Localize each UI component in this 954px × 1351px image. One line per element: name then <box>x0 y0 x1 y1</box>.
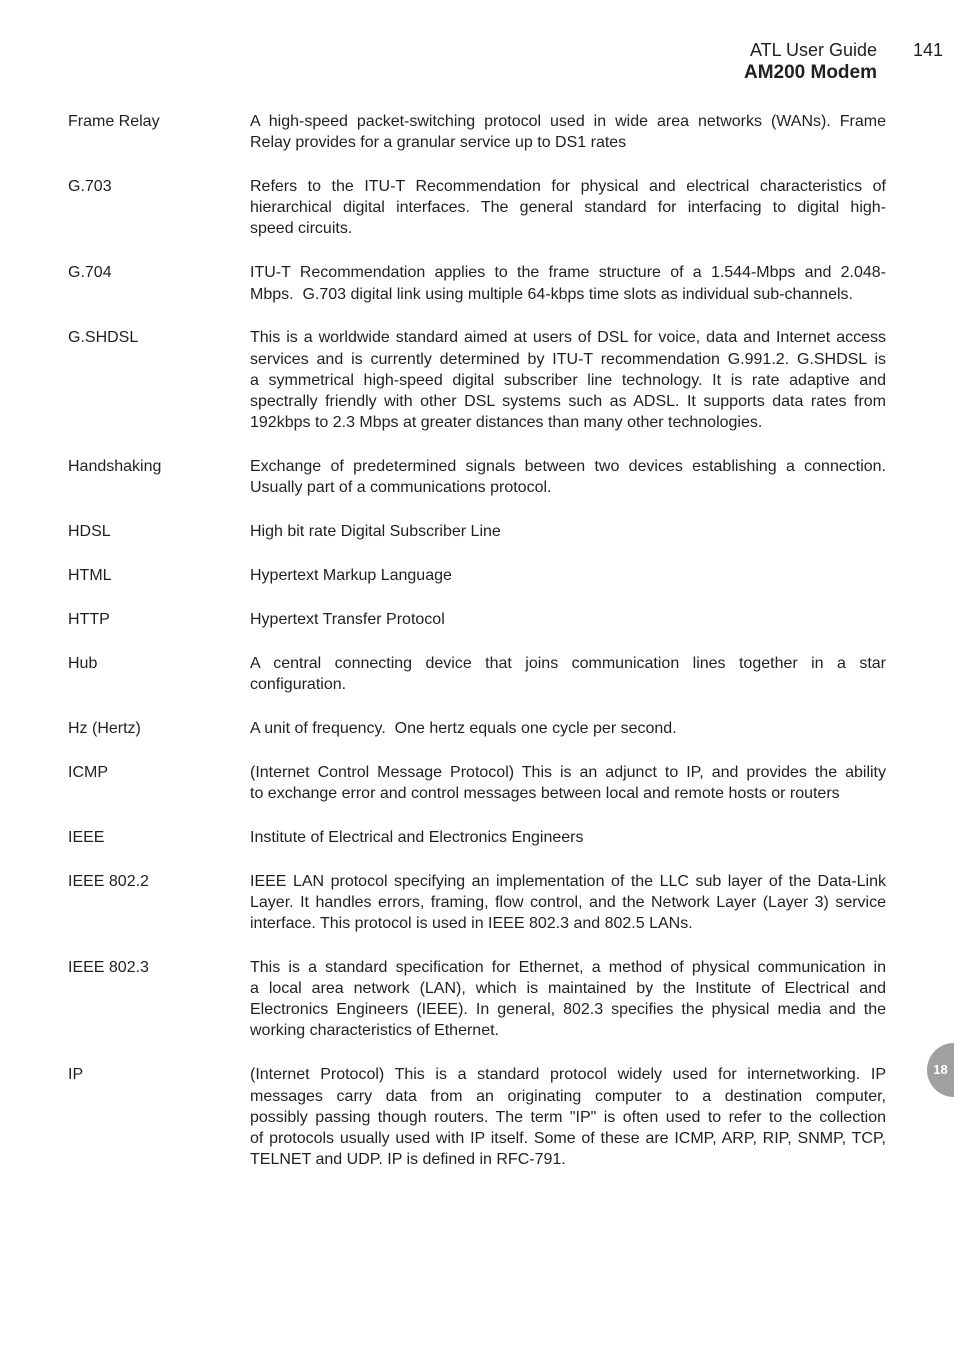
glossary-entry <box>68 327 886 433</box>
glossary-entry <box>68 609 886 630</box>
chapter-tab-label: 18 <box>933 1062 948 1077</box>
glossary-definition <box>250 609 886 630</box>
definition-line: A high-speed packet-switching protocol used in wide area networks (WANs). Frame <box>250 113 886 130</box>
glossary-entry <box>68 871 886 935</box>
definition-line: Exchange of predetermined signals between two devices establishing a connection. <box>250 458 886 475</box>
glossary-entry <box>68 718 886 739</box>
glossary-term: Hz (Hertz) <box>68 719 141 737</box>
glossary-entry <box>68 176 886 240</box>
definition-line: of protocols usually used with IP itself. Some of these are ICMP, ARP, RIP, SNMP, TCP, <box>250 1129 886 1147</box>
definition-line: interface. This protocol is used in IEEE 802.3 and 802.5 LANs. <box>250 915 693 933</box>
definition-line: This is a standard specification for Ethernet, a method of physical communication in <box>250 958 886 976</box>
definition-line: Electronics Engineers (IEEE). In general, 802.3 specifies the physical media and the <box>250 1001 886 1019</box>
definition-line: ITU-T Recommendation applies to the frame structure of a 1.544-Mbps and 2.048- <box>250 264 886 282</box>
definition-line: Relay provides for a granular service up to DS1 rates <box>250 134 627 152</box>
glossary-term: G.703 <box>68 178 112 196</box>
glossary-definition <box>250 827 886 848</box>
product-name: AM200 Modem <box>743 62 877 83</box>
glossary-definition <box>250 762 886 804</box>
glossary-term: Hub <box>68 654 98 672</box>
glossary-entry <box>68 111 886 153</box>
definition-line: spectrally friendly with other DSL systems such as ADSL. It supports data rates from <box>250 392 886 410</box>
definition-line: High bit rate Digital Subscriber Line <box>250 523 501 541</box>
definition-line: configuration. <box>250 675 347 693</box>
definition-line: hierarchical digital interfaces. The general standard for interfacing to digital high- <box>250 199 886 217</box>
definition-line: Hypertext Transfer Protocol <box>250 610 445 628</box>
glossary-entry <box>68 957 886 1042</box>
glossary-entry <box>68 827 886 848</box>
definition-line: 192kbps to 2.3 Mbps at greater distances than many other technologies. <box>250 414 763 432</box>
definition-line: TELNET and UDP. IP is defined in RFC-791. <box>250 1151 566 1169</box>
definition-line: a local area network (LAN), which is maintained by the Institute of Electrical and <box>250 980 886 998</box>
definition-line: Hypertext Markup Language <box>250 566 452 584</box>
glossary-entry <box>68 456 886 498</box>
definition-line: (Internet Control Message Protocol) This is an adjunct to IP, and provides the ability <box>250 763 886 781</box>
definition-line: possibly passing though routers. The term "IP" is often used to refer to the collection <box>250 1108 886 1126</box>
definition-line: This is a worldwide standard aimed at users of DSL for voice, data and Internet access <box>250 329 886 347</box>
definition-line: A unit of frequency. One hertz equals one cycle per second. <box>250 719 677 737</box>
definition-line: to exchange error and control messages between local and remote hosts or routers <box>250 784 840 802</box>
glossary-definition <box>250 111 886 153</box>
glossary-term: ICMP <box>68 763 108 781</box>
glossary-definition <box>250 1064 886 1170</box>
page-number: 141 <box>913 40 944 60</box>
definition-line: A central connecting device that joins communication lines together in a star <box>250 654 886 672</box>
glossary-term: HTML <box>68 566 112 584</box>
glossary-term: G.704 <box>68 264 112 282</box>
glossary-definition <box>250 176 886 240</box>
glossary-definition <box>250 718 886 739</box>
glossary-term: G.SHDSL <box>68 329 139 347</box>
glossary-definition <box>250 327 886 433</box>
glossary-definition <box>250 565 886 586</box>
definition-line: services and is currently determined by ITU-T recommendation G.991.2. G.SHDSL is <box>250 350 886 368</box>
glossary-definition <box>250 262 886 304</box>
glossary-list <box>68 111 886 1193</box>
glossary-term: IP <box>68 1066 84 1084</box>
definition-line: Refers to the ITU-T Recommendation for physical and electrical characteristics of <box>250 178 886 196</box>
glossary-term: HDSL <box>68 523 111 541</box>
glossary-term: IEEE <box>68 828 105 846</box>
definition-line: messages carry data from an originating computer to a destination computer, <box>250 1087 886 1105</box>
glossary-definition <box>250 871 886 935</box>
glossary-term: HTTP <box>68 610 110 628</box>
definition-line: IEEE LAN protocol specifying an implementation of the LLC sub layer of the Data-Link <box>250 872 886 890</box>
definition-line: a symmetrical high-speed digital subscriber line technology. It is rate adaptive and <box>250 371 886 389</box>
glossary-definition <box>250 957 886 1042</box>
definition-line: (Internet Protocol) This is a standard protocol widely used for internetworking. IP <box>250 1066 886 1084</box>
glossary-entry <box>68 1064 886 1170</box>
definition-line: Layer. It handles errors, framing, flow control, and the Network Layer (Layer 3) service <box>250 893 886 911</box>
glossary-entry <box>68 653 886 695</box>
glossary-entry <box>68 262 886 304</box>
definition-line: Institute of Electrical and Electronics Engineers <box>250 828 584 846</box>
glossary-definition <box>250 653 886 695</box>
glossary-definition <box>250 521 886 542</box>
chapter-tab <box>927 1043 954 1097</box>
definition-line: working characteristics of Ethernet. <box>250 1022 499 1040</box>
guide-title: ATL User Guide <box>749 40 877 60</box>
definition-line: speed circuits. <box>250 220 353 238</box>
definition-line: Usually part of a communications protocol. <box>250 479 552 497</box>
definition-line: Mbps. G.703 digital link using multiple 64-kbps time slots as individual sub-channels. <box>250 285 853 303</box>
glossary-entry <box>68 521 886 542</box>
glossary-entry <box>68 762 886 804</box>
glossary-term: Frame Relay <box>68 113 160 130</box>
glossary-term: Handshaking <box>68 458 162 475</box>
glossary-entry <box>68 565 886 586</box>
glossary-term: IEEE 802.3 <box>68 958 149 976</box>
glossary-term: IEEE 802.2 <box>68 872 149 890</box>
glossary-definition <box>250 456 886 498</box>
